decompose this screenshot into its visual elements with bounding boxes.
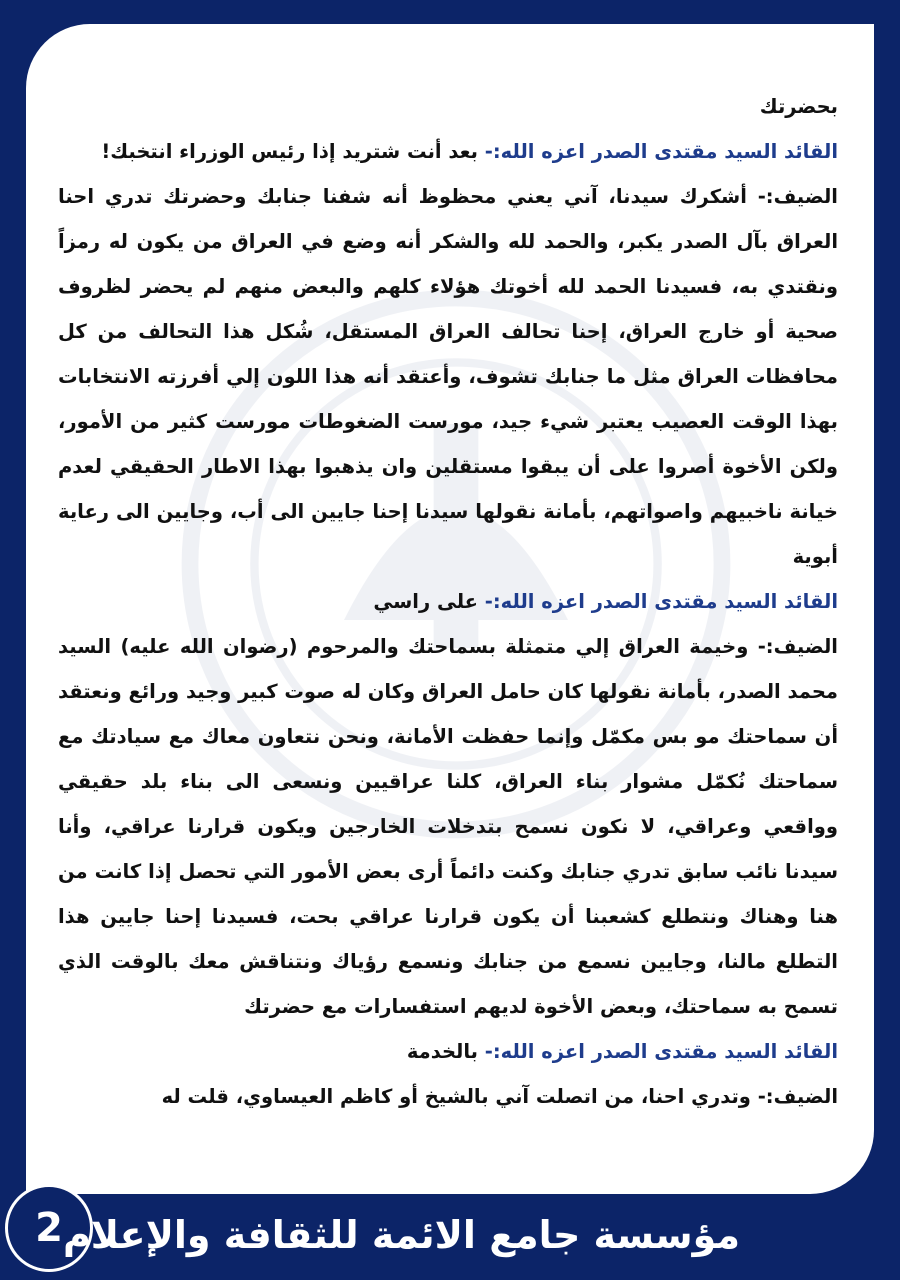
paragraph-text: الضيف:- وخيمة العراق إلي متمثلة بسماحتك والمرحوم (رضوان الله عليه) السيد محمد الصدر، بأمانة نقولها كان حامل العراق وكان له صوت كبير وجيد ورائع ونعتقد أن سماحتك مو بس مكمّل وإنما حفظت الأمانة، ونحن نتعاون معاك مع سيادتك مع سماحتك نُكمّل مشوار بناء العراق، كلنا عراقيين ونسعى الى بناء بلد حقيقي وواقعي وعراقي، لا نكون نسمح بتدخلات الخارجين ويكون قرارنا عراقي، وأنا سيدنا نائب سابق تدري جنابك وكنت دائماً أرى بعض الأمور التي تحصل إذا كانت من هنا وهناك ونتطلع كشعبنا أن يكون قرارنا عراقي بحت، فسيدنا إحنا جايين هذا التطلع مالنا، وجايين نسمع من جنابك ونسمع رؤياك ونتناقش معك بالوقت الذي تسمح به سماحتك، وبعض الأخوة لديهم استفسارات مع حضرتك <box>58 635 838 1018</box>
organization-name: مؤسسة جامع الائمة للثقافة والإعلام <box>62 1213 740 1257</box>
paragraph-text: بعد أنت شتريد إذا رئيس الوزراء انتخبك! <box>101 140 478 163</box>
paragraph-1 <box>58 84 838 129</box>
paragraph-6 <box>58 1029 838 1074</box>
paragraph-4 <box>58 579 838 624</box>
page-number-badge: 2 <box>5 1184 93 1272</box>
document-body <box>58 84 838 1119</box>
paragraph-text: بحضرتك <box>759 95 838 118</box>
paragraph-text: على راسي <box>373 590 478 613</box>
speaker-label: القائد السيد مقتدى الصدر اعزه الله:- <box>478 140 838 163</box>
paragraph-text: الضيف:- وتدري احنا، من اتصلت آني بالشيخ أو كاظم العيساوي، قلت له <box>161 1085 838 1108</box>
paragraph-text: بالخدمة <box>406 1040 478 1063</box>
paragraph-7 <box>58 1074 838 1119</box>
paragraph-3 <box>58 174 838 579</box>
paragraph-5 <box>58 624 838 1029</box>
paragraph-2 <box>58 129 838 174</box>
paragraph-text: الضيف:- أشكرك سيدنا، آني يعني محظوظ أنه شفنا جنابك وحضرتك تدري احنا العراق بآل الصدر يكبر، والحمد لله والشكر أنه وضع في العراق من يكون له رمزاً ونقتدي به، فسيدنا الحمد لله أخوتك هؤلاء كلهم والبعض منهم لم يحضر لظروف صحية أو خارج العراق، إحنا تحالف العراق المستقل، شُكل هذا التحالف من كل محافظات العراق مثل ما جنابك تشوف، وأعتقد أنه هذا اللون إلي أفرزته الانتخابات بهذا الوقت العصيب يعتبر شيء جيد، مورست الضغوطات مورست كثير من الأمور، ولكن الأخوة أصروا على أن يبقوا مستقلين وان يذهبوا بهذا الاطار الحقيقي لعدم خيانة ناخبيهم واصواتهم، بأمانة نقولها سيدنا إحنا جايين الى أب، وجايين الى رعاية أبوية <box>58 185 838 568</box>
speaker-label: القائد السيد مقتدى الصدر اعزه الله:- <box>478 590 838 613</box>
speaker-label: القائد السيد مقتدى الصدر اعزه الله:- <box>478 1040 838 1063</box>
document-page <box>26 24 874 1194</box>
